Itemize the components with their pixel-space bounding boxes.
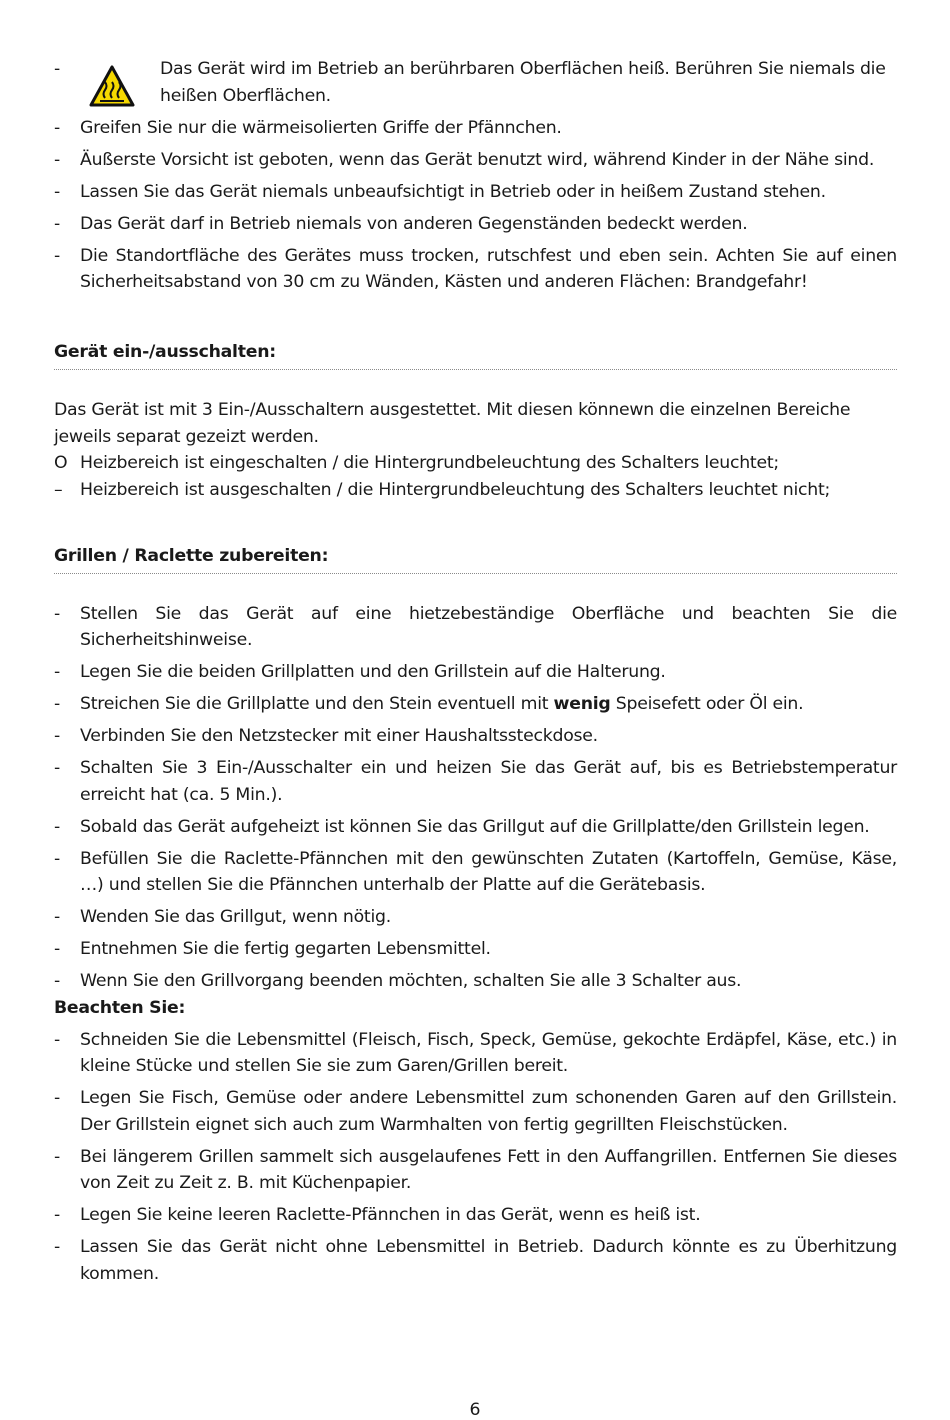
- hot-surface-warning: [54, 56, 897, 109]
- list-item: - Wenn Sie den Grillvorgang beenden möchten, schalten Sie alle 3 Schalter aus.: [54, 971, 742, 991]
- list-item: - Entnehmen Sie die fertig gegarten Lebensmittel.: [54, 939, 491, 959]
- emphasis-wenig: wenig: [553, 694, 611, 714]
- list-item: - Bei längerem Grillen sammelt sich ausgelaufenes Fett in den Auffangrillen. Entfernen Sie dieses von Zeit zu Zeit z. B. mit Küchenpapier.: [54, 1146, 897, 1193]
- warning-text: Das Gerät wird im Betrieb an berührbaren Oberflächen heiß. Berühren Sie niemals die heißen Oberflächen.: [160, 59, 886, 106]
- list-item: - Legen Sie Fisch, Gemüse oder andere Lebensmittel zum schonenden Garen auf den Grillstein. Der Grillstein eignet sich auch zum Warmhalten von fertig gegrillten Fleischstücken.: [54, 1088, 897, 1135]
- switch-state-on: O Heizbereich ist eingeschalten / die Hintergrundbeleuchtung des Schalters leuchtet;: [54, 453, 779, 473]
- document-page: [54, 56, 897, 1293]
- list-item: - Sobald das Gerät aufgeheizt ist können Sie das Grillgut auf die Grillplatte/den Grillstein legen.: [54, 816, 870, 837]
- switch-state-off: – Heizbereich ist ausgeschalten / die Hintergrundbeleuchtung des Schalters leuchtet nicht;: [54, 479, 831, 500]
- list-item: - Äußerste Vorsicht ist geboten, wenn das Gerät benutzt wird, während Kinder in der Nähe sind.: [54, 149, 875, 170]
- hot-surface-warning-icon: [89, 65, 135, 107]
- list-item: - Das Gerät darf in Betrieb niemals von anderen Gegenständen bedeckt werden.: [54, 213, 748, 234]
- list-item: - Verbinden Sie den Netzstecker mit einer Haushaltssteckdose.: [54, 726, 598, 746]
- switch-intro: Das Gerät ist mit 3 Ein-/Ausschaltern ausgestettet. Mit diesen könnewn die einzelnen Bereiche jeweils separat gezeizt werden.: [54, 400, 851, 447]
- list-item: - Die Standortfläche des Gerätes muss trocken, rutschfest und eben sein. Achten Sie auf einen Sicherheitsabstand von 30 cm zu Wänden, Kästen und anderen Flächen: Brandgefahr!: [54, 245, 897, 292]
- section-heading-grill: Grillen / Raclette zubereiten:: [54, 543, 897, 574]
- bullet-dash: -: [54, 59, 60, 79]
- list-item: - Legen Sie keine leeren Raclette-Pfännchen in das Gerät, wenn es heiß ist.: [54, 1205, 701, 1225]
- list-item: - Schneiden Sie die Lebensmittel (Fleisch, Fisch, Speck, Gemüse, gekochte Erdäpfel, Käse, etc.) in kleine Stücke und stellen Sie sie zum Garen/Grillen bereit.: [54, 1029, 897, 1076]
- list-item: - Lassen Sie das Gerät niemals unbeaufsichtigt in Betrieb oder in heißem Zustand stehen.: [54, 181, 826, 202]
- list-item: - Legen Sie die beiden Grillplatten und den Grillstein auf die Halterung.: [54, 662, 666, 682]
- list-item: - Befüllen Sie die Raclette-Pfännchen mit den gewünschten Zutaten (Kartoffeln, Gemüse, Käse, …) und stellen Sie die Pfännchen unterhalb der Platte auf die Gerätebasis.: [54, 848, 897, 895]
- note-heading: Beachten Sie:: [54, 997, 186, 1018]
- page-number: 6: [469, 1400, 481, 1420]
- list-item: - Lassen Sie das Gerät nicht ohne Lebensmittel in Betrieb. Dadurch könnte es zu Überhitzung kommen.: [54, 1237, 897, 1284]
- section-heading-switch: Gerät ein-/ausschalten:: [54, 339, 897, 370]
- list-item: - Streichen Sie die Grillplatte und den Stein eventuell mit wenig Speisefett oder Öl ein.: [54, 694, 804, 714]
- list-item: - Stellen Sie das Gerät auf eine hietzebeständige Oberfläche und beachten Sie die Sicherheitshinweise.: [54, 603, 897, 650]
- list-item: - Wenden Sie das Grillgut, wenn nötig.: [54, 907, 391, 927]
- list-item: - Schalten Sie 3 Ein-/Ausschalter ein und heizen Sie das Gerät auf, bis es Betriebstemperatur erreicht hat (ca. 5 Min.).: [54, 758, 897, 805]
- list-item: - Greifen Sie nur die wärmeisolierten Griffe der Pfännchen.: [54, 117, 562, 138]
